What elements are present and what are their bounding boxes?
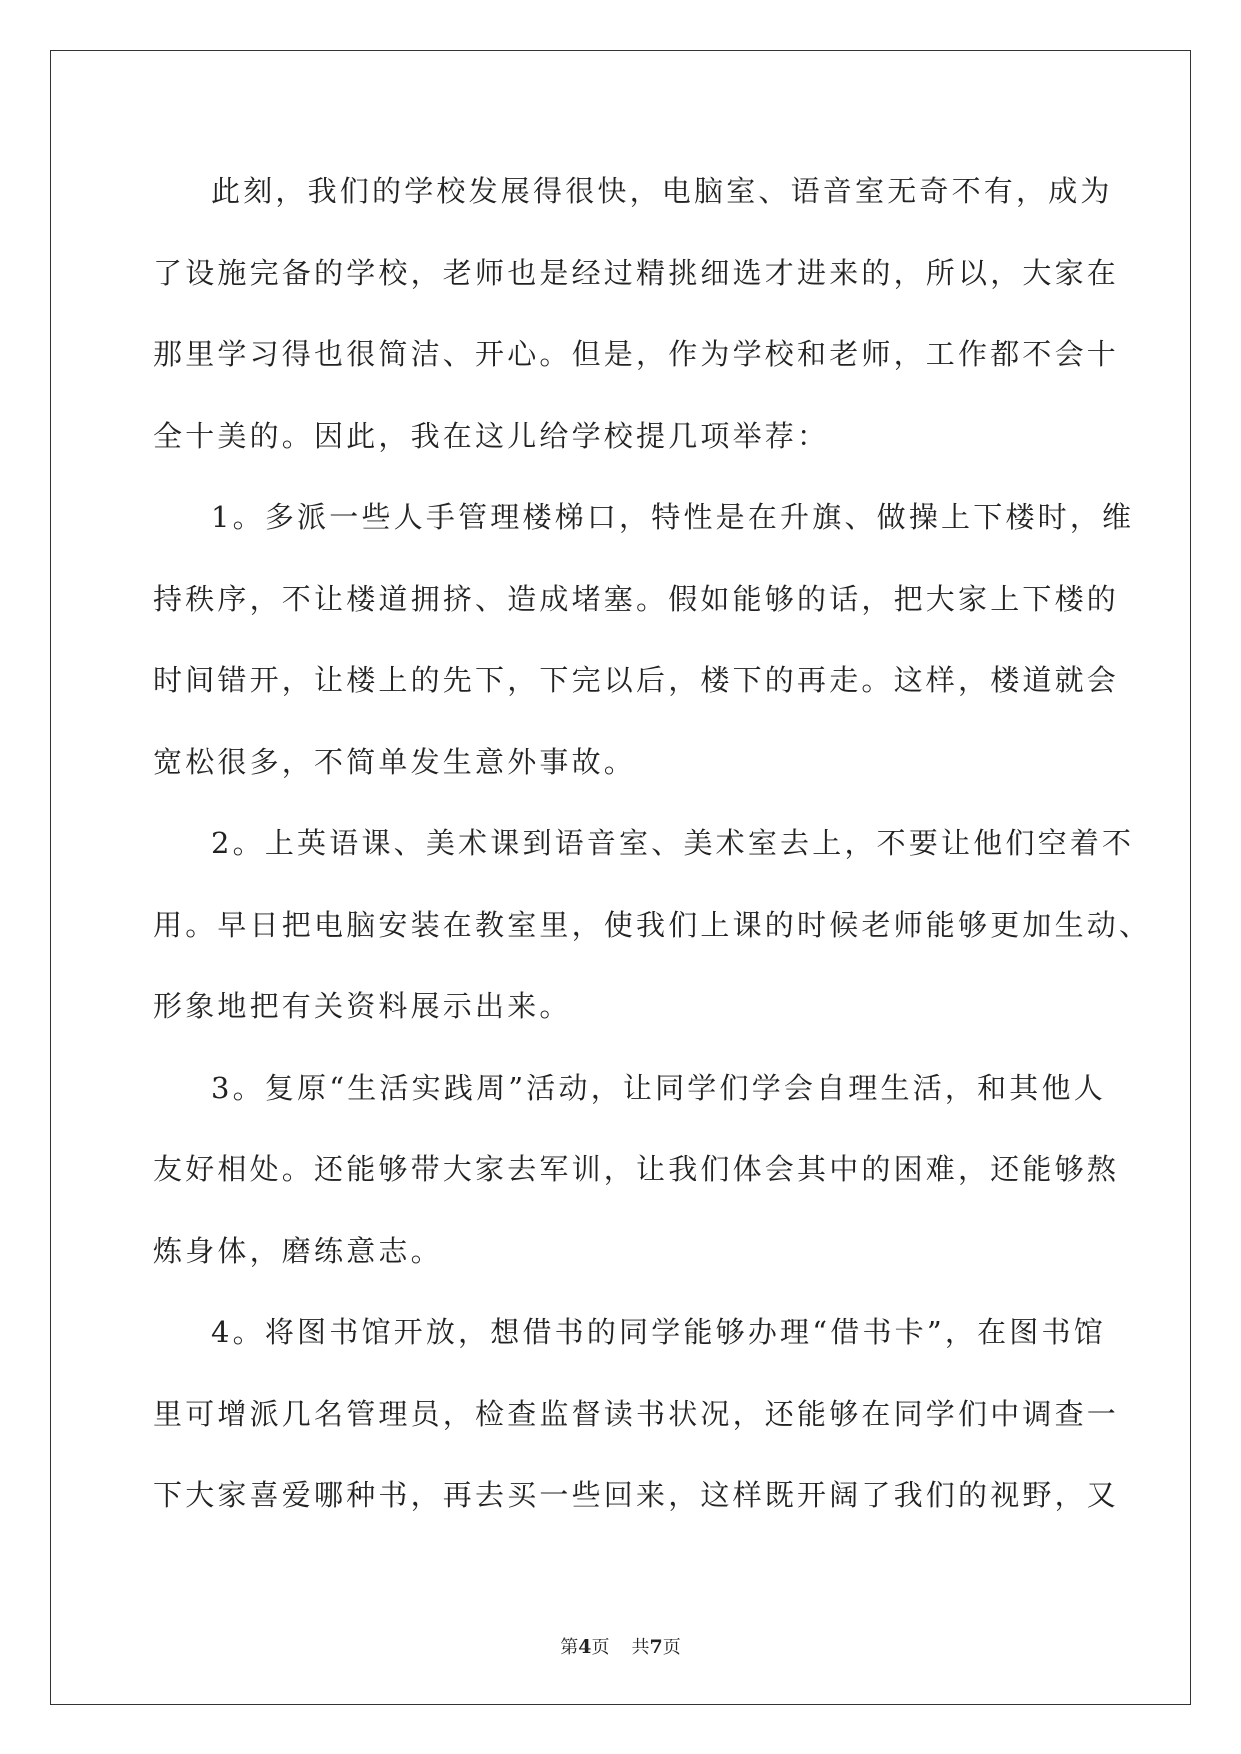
current-page-number: 4: [578, 1636, 592, 1658]
text-line-13: 友好相处。还能够带大家去军训，让我们体会其中的困难，还能够熬: [153, 1152, 1120, 1186]
page-footer: [0, 1633, 1241, 1659]
total-prefix: 共: [631, 1637, 650, 1658]
text-line-4: 全十美的。因此，我在这儿给学校提几项举荐：: [153, 418, 830, 453]
total-pages-number: 7: [649, 1636, 663, 1658]
text-line-12: 3。复原“生活实践周”活动，让同学们学会自理生活，和其他人: [211, 1070, 1106, 1105]
text-line-17: 下大家喜爱哪种书，再去买一些回来，这样既开阔了我们的视野，又: [153, 1478, 1120, 1512]
text-line-3: 那里学习得也很简洁、开心。但是，作为学校和老师，工作都不会十: [153, 337, 1120, 371]
text-line-9: 2。上英语课、美术课到语音室、美术室去上，不要让他们空着不: [211, 826, 1135, 860]
text-line-10: 用。早日把电脑安装在教室里，使我们上课的时候老师能够更加生动、: [153, 907, 1152, 942]
text-line-2: 了设施完备的学校，老师也是经过精挑细选才进来的，所以，大家在: [153, 255, 1120, 290]
text-line-14: 炼身体，磨练意志。: [153, 1233, 443, 1268]
page-suffix: 页: [591, 1637, 610, 1658]
document-body: [153, 162, 1152, 1548]
text-line-5: 1。多派一些人手管理楼梯口，特性是在升旗、做操上下楼时，维: [211, 500, 1135, 534]
total-suffix: 页: [662, 1637, 681, 1658]
page-prefix: 第: [560, 1637, 579, 1658]
text-line-1: 此刻，我们的学校发展得很快，电脑室、语音室无奇不有，成为: [211, 174, 1113, 208]
text-line-6: 持秩序，不让楼道拥挤、造成堵塞。假如能够的话，把大家上下楼的: [153, 581, 1120, 616]
text-line-15: 4。将图书馆开放，想借书的同学能够办理“借书卡”，在图书馆: [211, 1315, 1106, 1349]
text-line-7: 时间错开，让楼上的先下，下完以后，楼下的再走。这样，楼道就会: [153, 663, 1120, 697]
text-line-16: 里可增派几名管理员，检查监督读书状况，还能够在同学们中调查一: [153, 1396, 1120, 1431]
text-line-11: 形象地把有关资料展示出来。: [153, 989, 572, 1023]
text-line-8: 宽松很多，不简单发生意外事故。: [153, 744, 637, 779]
